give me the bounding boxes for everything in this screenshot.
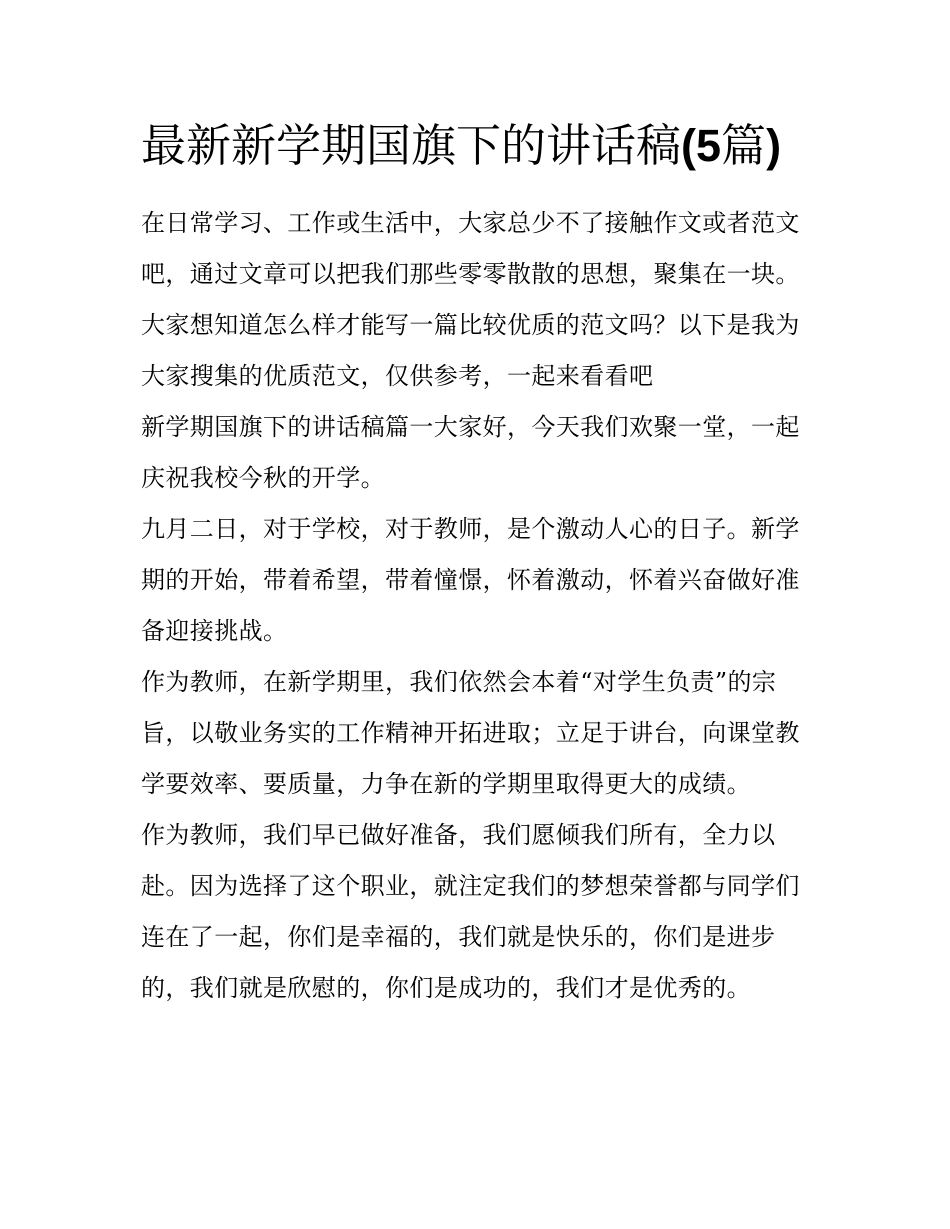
document-body (141, 114, 817, 1014)
title-paren-open: ( (681, 120, 697, 171)
paragraph-teacher-purpose: 作为教师，在新学期里，我们依然会本着“对学生负责”的宗旨，以敬业务实的工作精神开拓进取；立足于讲台，向课堂教学要效率、要质量，力争在新的学期里取得更大的成绩。 (141, 668, 800, 798)
paragraph-september: 九月二日，对于学校，对于教师，是个激动人心的日子。新学期的开始，带着希望，带着憧憬，怀着激动，怀着兴奋做好准备迎接挑战。 (141, 515, 800, 645)
document-title (141, 114, 817, 178)
paragraph-intro: 在日常学习、工作或生活中，大家总少不了接触作文或者范文吧，通过文章可以把我们那些零零散散的思想，聚集在一块。大家想知道怎么样才能写一篇比较优质的范文吗？以下是我为大家搜集的优质范文，仅供参考，一起来看看吧 (141, 209, 800, 390)
paragraph-teacher-ready: 作为教师，我们早已做好准备，我们愿倾我们所有，全力以赴。因为选择了这个职业，就注定我们的梦想荣誉都与同学们连在了一起，你们是幸福的，我们就是快乐的，你们是进步的，我们就是欣慰的，你们是成功的，我们才是优秀的。 (141, 821, 800, 1002)
title-text: 最新新学期国旗下的讲话稿 (141, 119, 682, 172)
title-number: 5 (696, 120, 722, 171)
title-suffix: 篇 (721, 119, 767, 172)
paragraph-greeting: 新学期国旗下的讲话稿篇一大家好，今天我们欢聚一堂，一起庆祝我校今秋的开学。 (141, 413, 800, 492)
title-paren-close: ) (766, 120, 782, 171)
